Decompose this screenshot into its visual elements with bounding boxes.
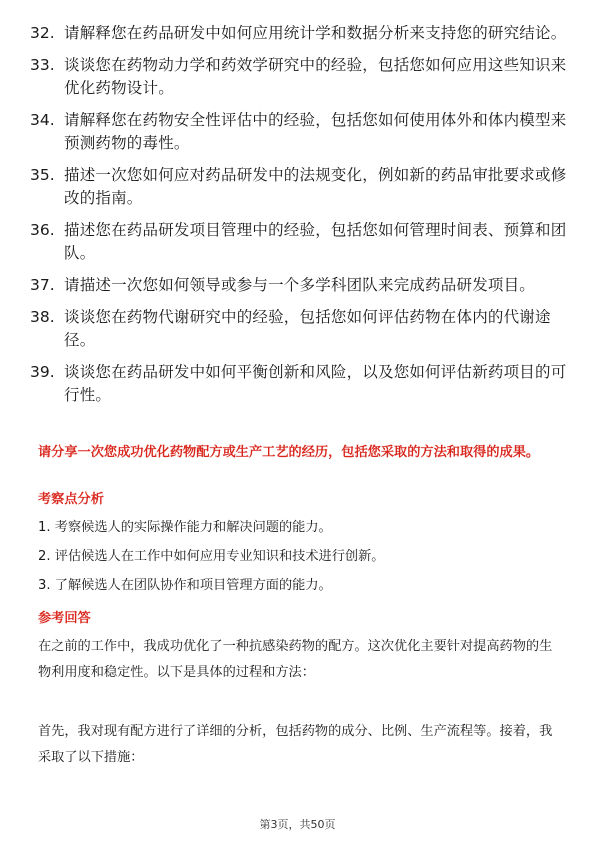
analysis-item: 3. 了解候选人在团队协作和项目管理方面的能力。 [38,578,332,593]
question-number: 36. [30,221,55,239]
question-text: 谈谈您在药物动力学和药效学研究中的经验，包括您如何应用这些知识来优化药物设计。 [64,56,567,97]
answer-paragraph: 在之前的工作中，我成功优化了一种抗感染药物的配方。这次优化主要针对提高药物的生物利用度和稳定性。以下是具体的过程和方法： [38,639,553,680]
question-list [30,22,570,416]
question-text: 谈谈您在药物代谢研究中的经验，包括您如何评估药物在体内的代谢途径。 [64,308,551,349]
question-item [30,109,570,155]
analysis-item: 1. 考察候选人的实际操作能力和解决问题的能力。 [38,520,332,535]
answer-paragraph: 首先，我对现有配方进行了详细的分析，包括药物的成分、比例、生产流程等。接着，我采取了以下措施： [38,724,553,765]
analysis-item: 2. 评估候选人在工作中如何应用专业知识和技术进行创新。 [38,549,385,564]
question-item [30,164,570,210]
question-item [30,306,570,352]
question-number: 34. [30,111,55,129]
question-text: 描述您在药品研发项目管理中的经验，包括您如何管理时间表、预算和团队。 [64,221,567,262]
question-text: 请描述一次您如何领导或参与一个多学科团队来完成药品研发项目。 [64,276,536,294]
question-text: 请解释您在药品研发中如何应用统计学和数据分析来支持您的研究结论。 [64,24,567,42]
question-number: 37. [30,276,55,294]
question-number: 33. [30,56,55,74]
highlight-question: 请分享一次您成功优化药物配方或生产工艺的经历，包括您采取的方法和取得的成果。 [38,445,540,460]
analysis-title: 考察点分析 [38,492,104,507]
answer-title: 参考回答 [38,611,91,626]
question-text: 请解释您在药物安全性评估中的经验，包括您如何使用体外和体内模型来预测药物的毒性。 [64,111,567,152]
question-number: 35. [30,166,55,184]
question-text: 谈谈您在药品研发中如何平衡创新和风险，以及您如何评估新药项目的可行性。 [64,363,567,404]
question-item [30,54,570,100]
question-item [30,219,570,265]
question-number: 32. [30,24,55,42]
question-item [30,22,570,45]
question-item [30,361,570,407]
page-footer: 第3页，共50页 [259,818,336,831]
question-number: 38. [30,308,55,326]
question-item [30,274,570,297]
question-text: 描述一次您如何应对药品研发中的法规变化，例如新的药品审批要求或修改的指南。 [64,166,567,207]
question-number: 39. [30,363,55,381]
